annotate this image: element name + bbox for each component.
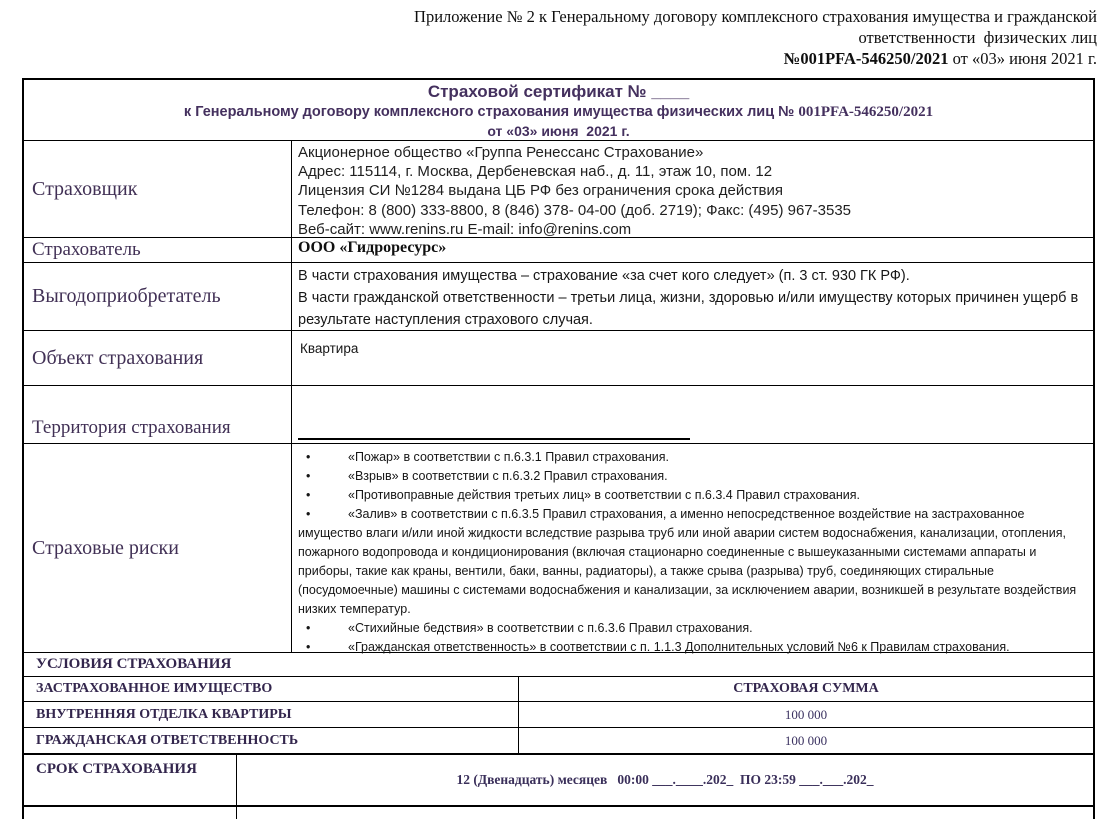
risk-item-flooding: • «Залив» в соответствии с п.6.3.5 Правил страхования, а именно непосредственное воздействие на застрахованное имущество влаги и/или иной жидкости вследствие разрыва труб или иной аварии систем водоснабжения, канализации, отопления, пожарного водопровода и кондиционирования (включая стационарно соединенные с вышеуказанными системами аппараты и приборы, такие как краны, вентили, баки, ванны, радиаторы), а также срыва (разрыва) труб, соединяющих стиральные (посудомоечные) машины с системами водоснабжения и канализации, за исключением аварии, возникшей в результате воздействия низких температур.: [298, 507, 1077, 616]
term-label: СРОК СТРАХОВАНИЯ: [24, 755, 237, 805]
conditions-title: УСЛОВИЯ СТРАХОВАНИЯ: [36, 656, 232, 672]
table-row: [24, 702, 1093, 728]
territory-row: [24, 386, 1093, 444]
beneficiary-label: Выгодоприобретатель: [24, 263, 292, 330]
beneficiary-row: [24, 263, 1093, 331]
property-name: ВНУТРЕННЯЯ ОТДЕЛКА КВАРТИРЫ: [24, 702, 519, 727]
bullet-icon: •: [306, 640, 311, 654]
risk-item-fire: • «Пожар» в соответствии с п.6.3.1 Правил страхования.: [298, 448, 1083, 467]
certificate-title-row: [24, 80, 1093, 141]
table-row: [24, 728, 1093, 755]
insurer-license: Лицензия СИ №1284 выдана ЦБ РФ без ограничения срока действия: [298, 182, 784, 200]
conditions-title-row: [24, 653, 1093, 677]
column-header-property: ЗАСТРАХОВАННОЕ ИМУЩЕСТВО: [24, 677, 519, 701]
certificate-date-line: от «03» июня 2021 г.: [487, 122, 630, 139]
property-sum: 100 000: [784, 732, 828, 748]
page-header: [270, 6, 1097, 69]
insurer-label: Страховщик: [24, 141, 292, 237]
risk-item-civil-liability: • «Гражданская ответственность» в соответствии с п. 1.1.3 Дополнительных условий №6 к Правилам страхования.: [298, 638, 1083, 657]
column-header-sum: СТРАХОВАЯ СУММА: [733, 681, 879, 696]
page-header-line3: [270, 48, 1097, 69]
contract-number: №001PFA-546250/2021: [783, 49, 949, 68]
insurer-phone: Телефон: 8 (800) 333-8800, 8 (846) 378- 04-00 (доб. 2719); Факс: (495) 967-3535: [298, 201, 852, 219]
bullet-icon: •: [306, 450, 311, 464]
property-name: ГРАЖДАНСКАЯ ОТВЕТСТВЕННОСТЬ: [24, 728, 519, 753]
beneficiary-line1: В части страхования имущества – страхование «за счет кого следует» (п. 3 ст. 930 ГК РФ).: [298, 268, 910, 284]
bullet-icon: •: [306, 488, 311, 502]
territory-blank-line: [298, 438, 690, 441]
contract-date: от «03» июня 2021 г.: [948, 49, 1097, 68]
insurance-object-value: Квартира: [300, 341, 359, 356]
insured-label: Страхователь: [24, 238, 292, 262]
bullet-icon: •: [306, 621, 311, 635]
risks-row: [24, 444, 1093, 653]
term-row: [24, 755, 1093, 807]
partial-next-row: [24, 807, 1093, 819]
bullet-icon: •: [306, 507, 311, 521]
certificate-subtitle: к Генеральному договору комплексного страхования имущества физических лиц № 001PFA-546250/2021: [183, 103, 934, 120]
territory-value: [292, 386, 1093, 443]
certificate-subtitle-number: 001PFA-546250/2021: [798, 103, 934, 120]
insurance-object-row: [24, 331, 1093, 386]
insured-value: ООО «Гидроресурс»: [298, 239, 447, 256]
risks-label: Страховые риски: [24, 444, 292, 652]
beneficiary-line2: В части гражданской ответственности – третьи лица, жизни, здоровью и/или имуществу которых причинен ущерб в результате наступления страхового случая.: [298, 290, 1079, 328]
insurer-row: [24, 141, 1093, 238]
risks-list: [292, 444, 1093, 652]
term-value: 12 (Двенадцать) месяцев 00:00 ___.____.202_ ПО 23:59 ___.___.202_: [456, 772, 874, 787]
bullet-icon: •: [306, 469, 311, 483]
insurer-address: Адрес: 115114, г. Москва, Дербеневская наб., д. 11, этаж 10, пом. 12: [298, 163, 773, 181]
insurer-details: [292, 141, 1093, 237]
beneficiary-text: [292, 263, 1093, 330]
certificate-table: [22, 78, 1095, 819]
territory-label: Территория страхования: [24, 386, 292, 443]
certificate-title: Страховой сертификат № ____: [427, 81, 690, 101]
insurer-website-email: Веб-сайт: www.renins.ru E-mail: info@renins.com: [298, 220, 632, 238]
property-sum: 100 000: [784, 706, 828, 722]
risk-item-natural-disasters: • «Стихийные бедствия» в соответствии с п.6.3.6 Правил страхования.: [298, 619, 1083, 638]
risk-item-third-party: • «Противоправные действия третьих лиц» в соответствии с п.6.3.4 Правил страхования.: [298, 486, 1083, 505]
insurance-object-label: Объект страхования: [24, 331, 292, 385]
risk-item-explosion: • «Взрыв» в соответствии с п.6.3.2 Правил страхования.: [298, 467, 1083, 486]
insured-row: [24, 238, 1093, 263]
page-header-line1: Приложение № 2 к Генеральному договору комплексного страхования имущества и гражданской: [414, 7, 1097, 26]
page-header-line2: ответственности физических лиц: [858, 28, 1097, 47]
conditions-header-row: [24, 677, 1093, 702]
insurer-company: Акционерное общество «Группа Ренессанс Страхование»: [298, 144, 704, 161]
partial-next-row-label-cell: [24, 807, 237, 819]
